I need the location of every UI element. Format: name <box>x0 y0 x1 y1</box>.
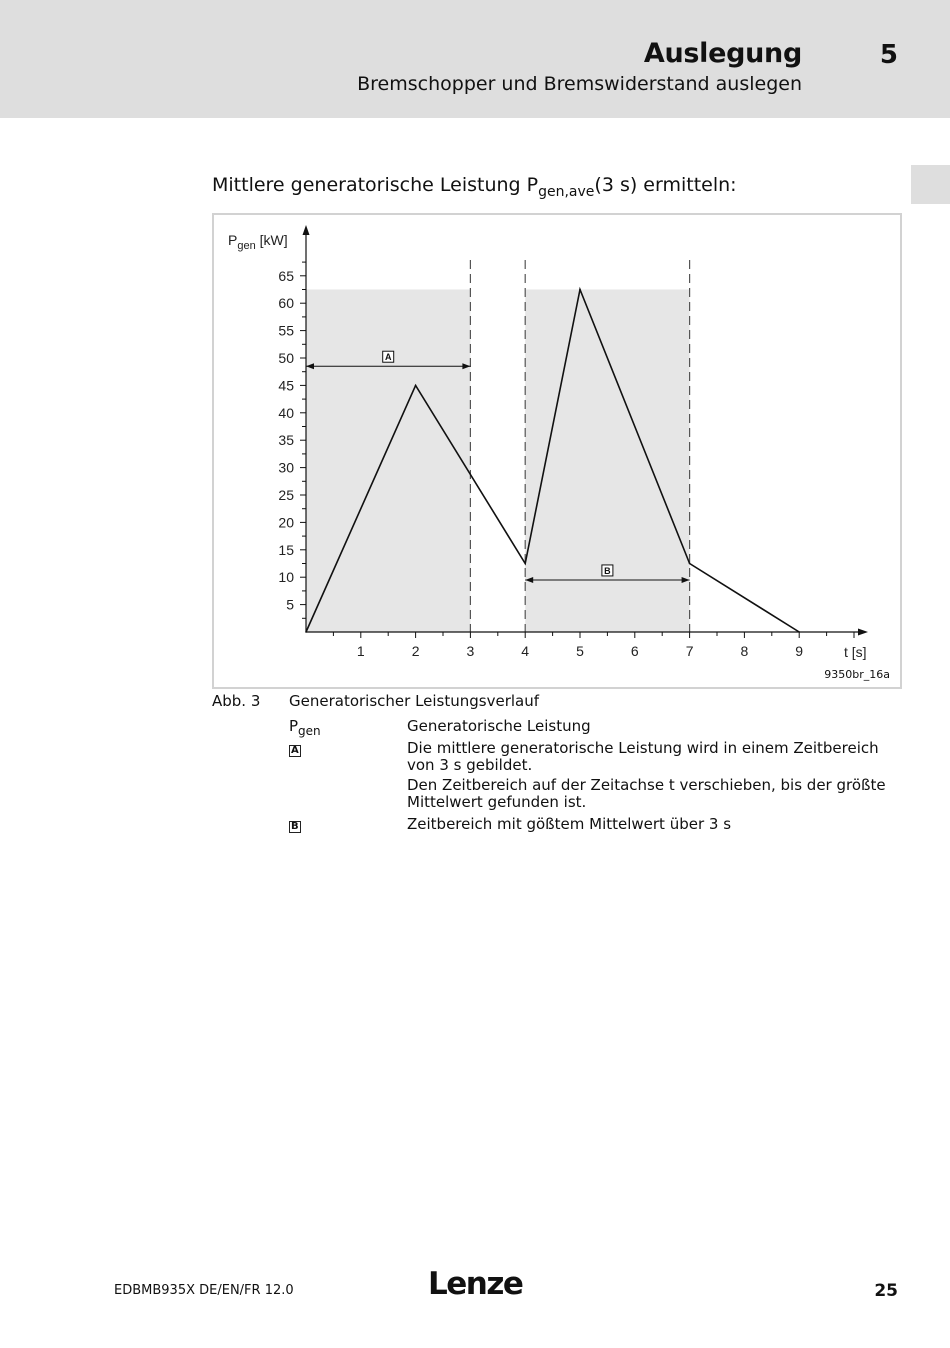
header-band <box>0 0 950 118</box>
legend-row-b <box>289 816 899 833</box>
y-tick-label: 60 <box>278 295 294 312</box>
data-point <box>305 631 307 633</box>
y-tick-label: 10 <box>278 569 294 586</box>
x-tick-label: 4 <box>521 643 530 659</box>
legend-row-a <box>289 740 899 811</box>
page-number: 25 <box>874 1281 898 1301</box>
figure-caption-text: Generatorischer Leistungsverlauf <box>289 692 540 710</box>
chapter-subtitle: Bremschopper und Bremswiderstand auslegen <box>357 73 802 95</box>
x-tick-label: 2 <box>411 643 420 659</box>
legend-desc-b: Zeitbereich mit gößtem Mittelwert über 3 s <box>407 815 732 833</box>
span-marker-label-a: A <box>384 352 392 363</box>
x-tick-label: 3 <box>466 643 475 659</box>
shaded-region-2 <box>525 290 689 633</box>
y-tick-label: 50 <box>278 350 294 366</box>
y-tick-label: 45 <box>278 377 294 394</box>
legend-row-pgen <box>289 717 899 738</box>
x-tick-label: 9 <box>795 643 804 659</box>
legend-symbol-b <box>289 816 301 833</box>
lenze-logo: Lenze <box>428 1266 523 1302</box>
x-axis-arrow <box>858 629 868 636</box>
chapter-number: 5 <box>879 40 898 70</box>
legend-symbol-p: P <box>289 717 299 735</box>
legend-symbol-a <box>289 740 301 757</box>
heading-subscript: gen,ave <box>538 184 595 200</box>
x-tick-label: 7 <box>685 643 694 659</box>
data-point <box>798 631 800 633</box>
section-heading <box>212 174 737 200</box>
data-point <box>689 563 691 565</box>
y-tick-label: 30 <box>278 459 294 476</box>
heading-prefix: Mittlere generatorische Leistung P <box>212 174 539 196</box>
span-marker-label-b: B <box>604 565 611 576</box>
heading-suffix: (3 s) ermitteln: <box>594 174 737 196</box>
y-tick-label: 65 <box>278 267 294 284</box>
shaded-region-1 <box>306 290 470 633</box>
y-axis-label: $P_{gen}$ [kW] <box>228 232 288 252</box>
legend-desc-a-line2: Den Zeitbereich auf der Zeitachse t verschieben, bis der größte Mittelwert gefunden ist. <box>407 776 886 811</box>
figure-id: 9350br_16a <box>824 668 890 681</box>
x-tick-label: 6 <box>630 643 639 659</box>
legend <box>289 718 899 838</box>
footer-doc-id: EDBMB935X DE/EN/FR 12.0 <box>114 1283 294 1298</box>
x-tick-label: 5 <box>576 643 584 659</box>
power-chart <box>214 215 900 687</box>
y-axis-arrow <box>303 225 310 235</box>
y-tick-label: 25 <box>278 487 294 503</box>
x-tick-label: 8 <box>740 643 749 659</box>
boxed-marker-a: A <box>291 745 299 756</box>
chapter-title: Auslegung <box>643 38 802 69</box>
x-tick-label: 1 <box>356 643 365 659</box>
data-point <box>579 289 581 291</box>
y-tick-label: 15 <box>278 541 294 558</box>
data-point <box>415 385 417 387</box>
y-tick-label: 5 <box>286 596 294 613</box>
legend-desc-pgen: Generatorische Leistung <box>407 717 591 735</box>
y-tick-label: 55 <box>278 322 294 339</box>
legend-desc-a-line1: Die mittlere generatorische Leistung wird in einem Zeitbereich von 3 s gebildet. <box>407 739 879 774</box>
legend-symbol-pgen <box>289 717 321 738</box>
chapter-side-tab <box>911 165 950 204</box>
figure-frame <box>212 213 902 689</box>
legend-desc-a <box>407 740 899 811</box>
y-tick-label: 40 <box>278 404 294 421</box>
figure-caption-number: Abb. 3 <box>212 692 261 710</box>
boxed-marker-b: B <box>291 821 299 832</box>
y-tick-label: 35 <box>278 432 294 449</box>
x-axis-label: t [s] <box>844 644 867 660</box>
y-tick-label: 20 <box>278 514 294 531</box>
legend-symbol-sub: gen <box>298 724 321 738</box>
data-point <box>524 563 526 565</box>
